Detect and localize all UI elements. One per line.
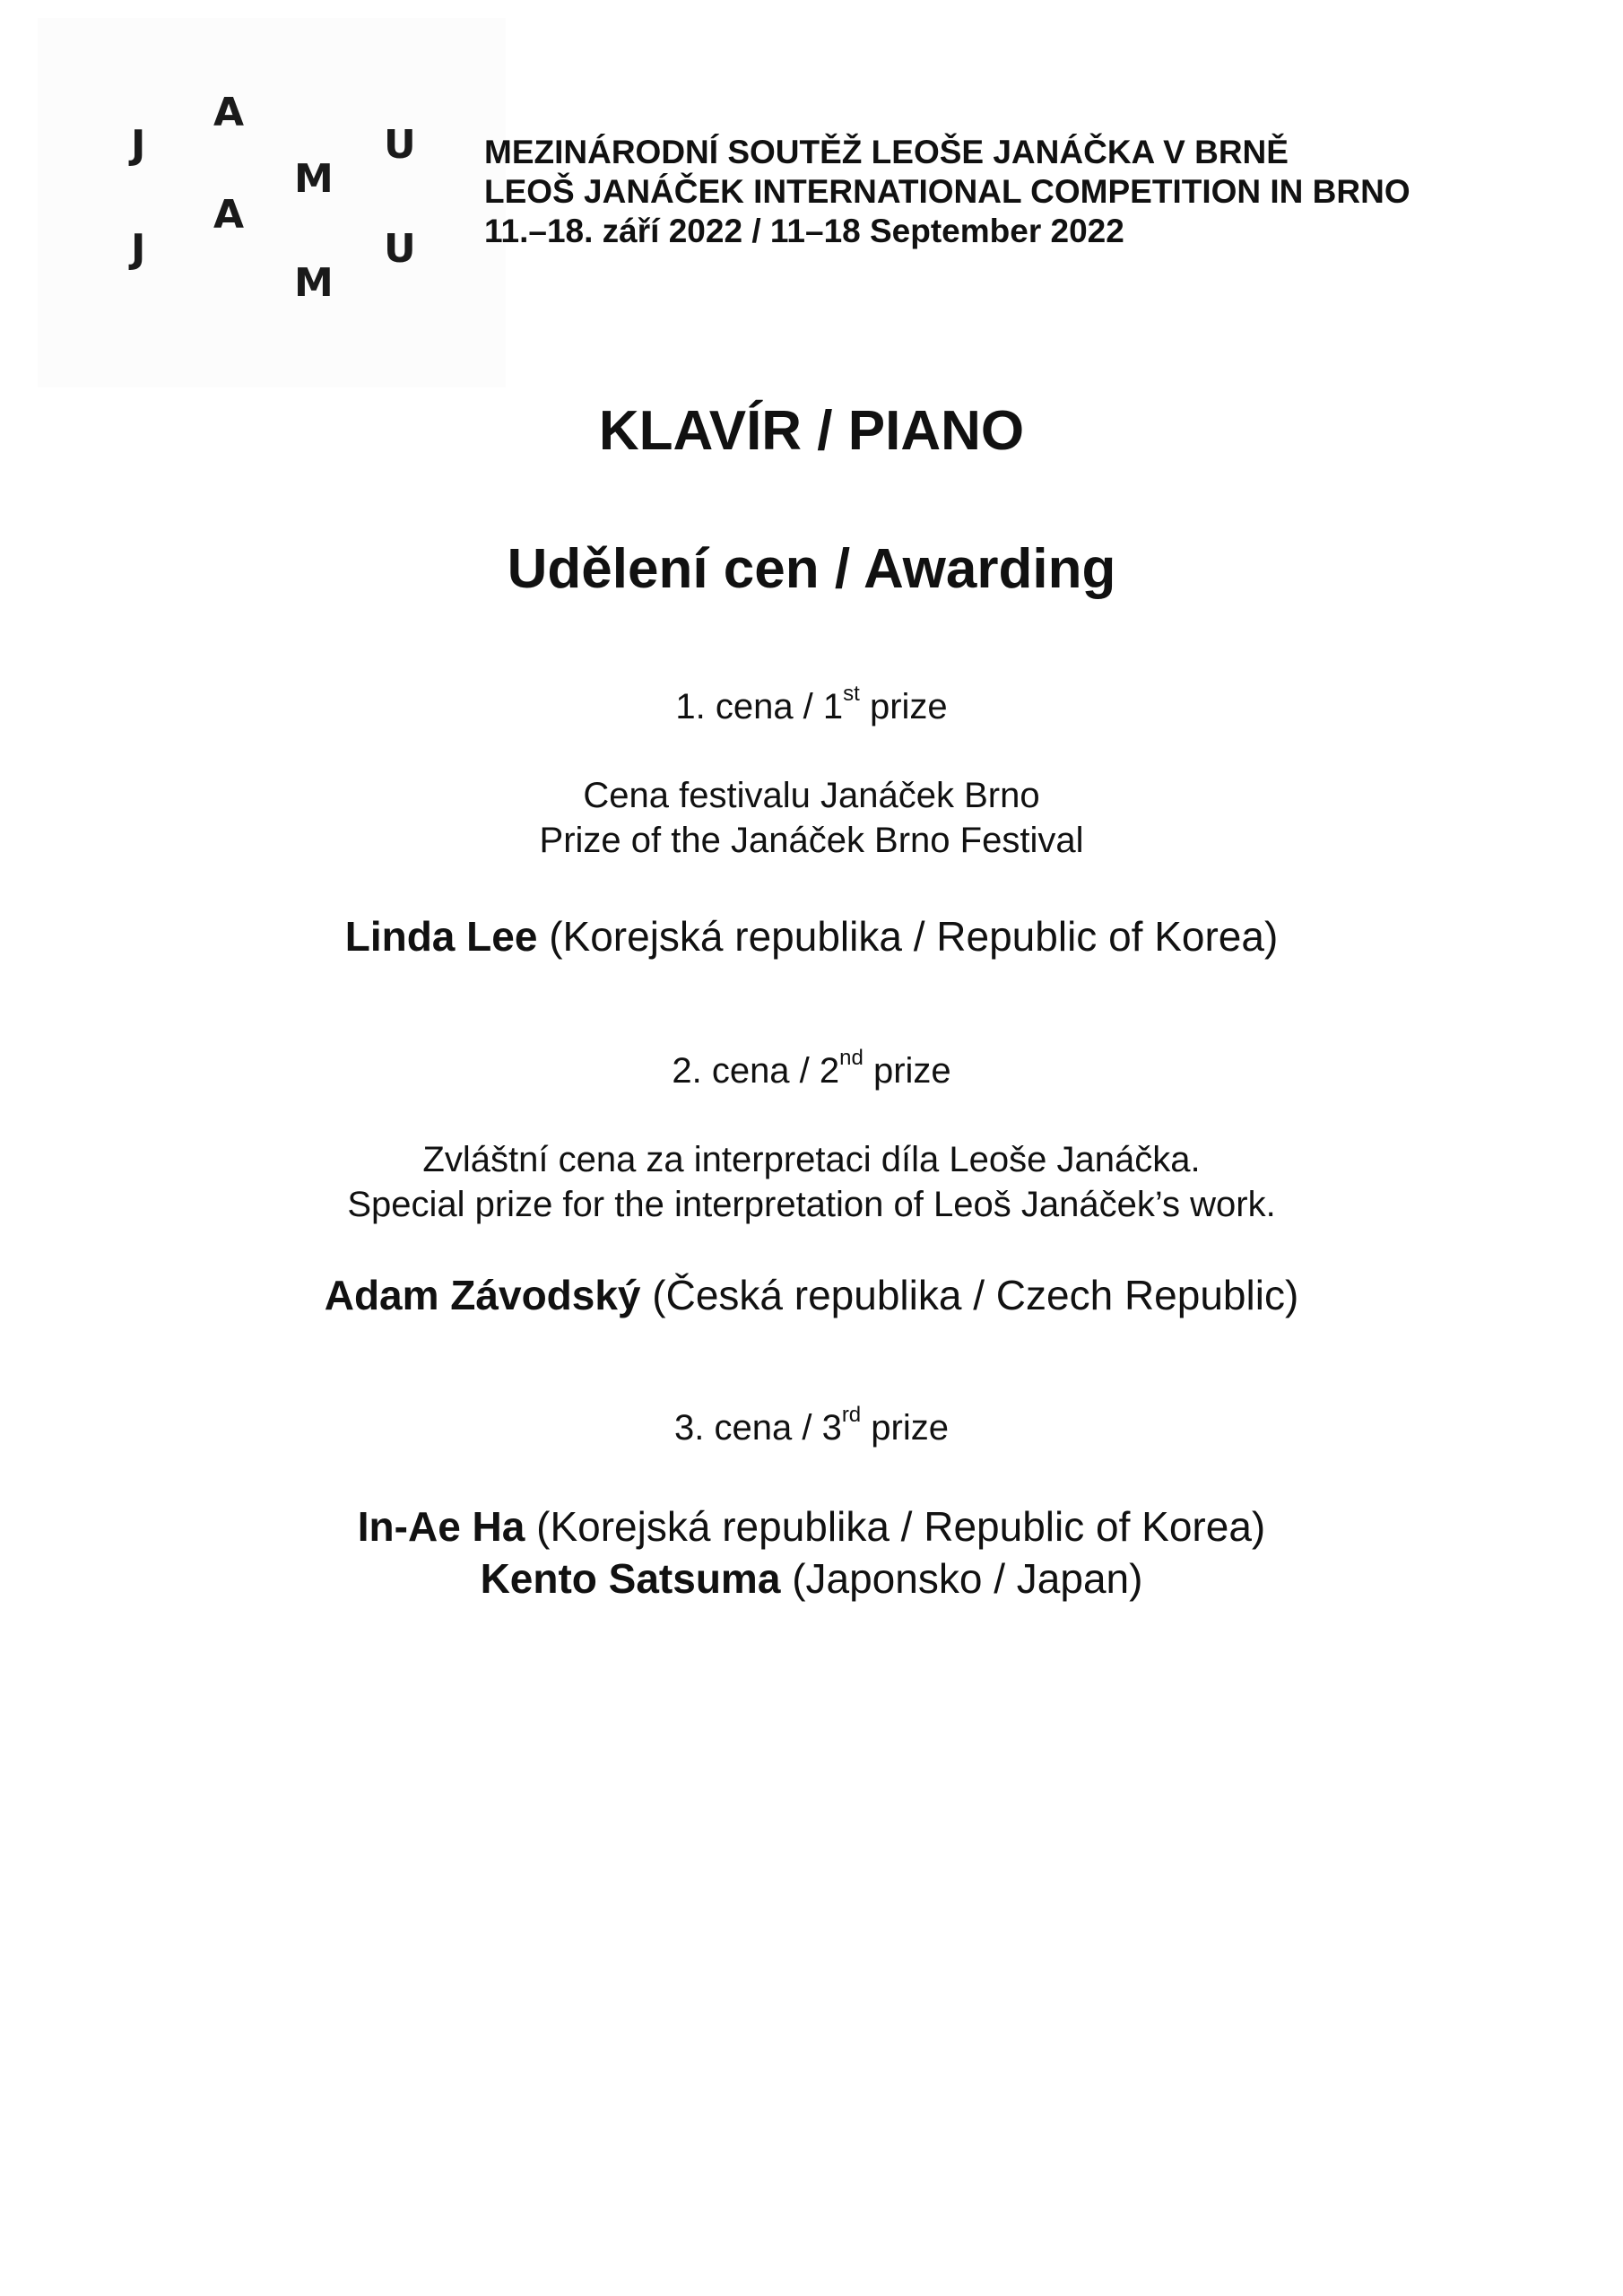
logo-letter-j-bottom: J — [131, 226, 146, 272]
prize-1-winner — [0, 911, 1623, 961]
prize-2-winner — [0, 1270, 1623, 1320]
prize-2-note-english: Special prize for the interpretation of Leoš Janáček’s work. — [347, 1185, 1276, 1224]
header-line-english: LEOŠ JANÁČEK INTERNATIONAL COMPETITION IN BRNO — [484, 173, 1410, 210]
winner-country: (Japonsko / Japan) — [780, 1555, 1143, 1602]
prize-2-label: 2. cena / 2nd prize — [672, 1045, 951, 1091]
prize-1-note-english: Prize of the Janáček Brno Festival — [539, 821, 1084, 860]
header-line-dates: 11.–18. září 2022 / 11–18 September 2022 — [484, 213, 1124, 249]
jamu-logo — [38, 18, 506, 387]
header-line-czech: MEZINÁRODNÍ SOUTĚŽ LEOŠE JANÁČKA V BRNĚ — [484, 134, 1289, 170]
prize-2-note-czech: Zvláštní cena za interpretaci díla Leoše Janáčka. — [422, 1140, 1201, 1179]
winner-name: Linda Lee — [344, 913, 538, 960]
prize-1-label: 1. cena / 1st prize — [675, 681, 948, 726]
winner-name: Kento Satsuma — [480, 1555, 781, 1602]
logo-letter-a-bottom: A — [213, 192, 245, 238]
page-title: KLAVÍR / PIANO — [598, 400, 1025, 462]
logo-letter-a-top: A — [213, 90, 245, 135]
logo-letter-u-top: U — [384, 122, 416, 168]
winner-name: Adam Závodský — [324, 1272, 641, 1318]
winner-name: In-Ae Ha — [357, 1503, 525, 1550]
prize-3-label: 3. cena / 3rd prize — [674, 1402, 949, 1448]
logo-letter-m-top: M — [294, 156, 334, 202]
logo-letter-u-bottom: U — [384, 226, 416, 272]
logo-letter-m-bottom: M — [294, 260, 334, 306]
prize-3-winner-1 — [0, 1501, 1623, 1552]
winner-country: (Korejská republika / Republic of Korea) — [537, 913, 1279, 960]
winner-country: (Česká republika / Czech Republic) — [640, 1272, 1299, 1318]
document-header — [484, 133, 1410, 251]
prize-1-note-czech: Cena festivalu Janáček Brno — [583, 776, 1040, 815]
logo-letter-j-top: J — [131, 122, 146, 168]
winner-country: (Korejská republika / Republic of Korea) — [525, 1503, 1266, 1550]
prize-3-winner-2 — [0, 1553, 1623, 1604]
page-subtitle: Udělení cen / Awarding — [507, 538, 1116, 600]
